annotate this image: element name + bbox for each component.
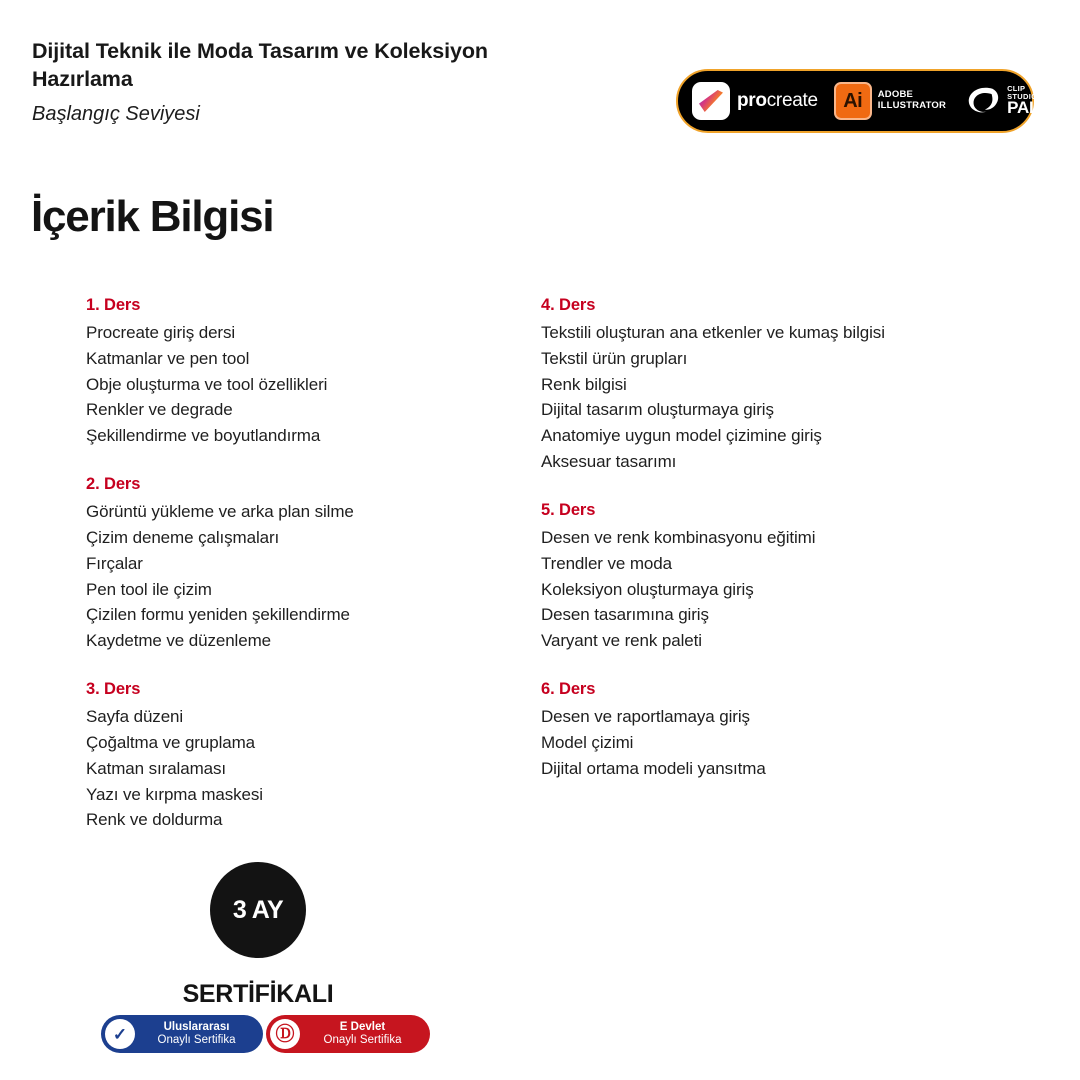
curriculum-column-right [541,296,996,833]
clip-studio-paint-logo [964,84,1056,118]
lesson-item: Procreate giriş dersi [86,323,236,342]
e-devlet-icon: Ⓓ [270,1019,300,1049]
lesson-title: 3. Ders [86,680,141,699]
curriculum-columns [86,296,1046,833]
lesson-item: Koleksiyon oluşturmaya giriş [541,579,754,599]
lesson-item: Katman sıralaması [86,758,227,778]
lesson-title: 4. Ders [541,296,596,314]
procreate-logo [692,82,818,120]
software-logos-pill [676,69,1056,133]
clip-studio-icon [964,84,1002,118]
course-level: Başlangıç Seviyesi [32,103,200,126]
clip-studio-label-line2: PAINT [1007,98,1056,118]
lesson-item: Model çizimi [541,732,634,752]
seal-line2: Onaylı Sertifika [157,1034,236,1046]
seal-text [142,1021,251,1047]
procreate-word-light: create [766,90,818,111]
lesson-item: Dijital ortama modeli yansıtma [541,758,766,778]
procreate-word-bold: pro [737,90,767,111]
lesson-item: Çoğaltma ve gruplama [86,732,256,752]
lesson-item: Aksesuar tasarımı [541,452,677,472]
certificate-label: SERTİFİKALI [182,980,334,1008]
seal-international [101,1015,263,1053]
illustrator-mark-text: Ai [843,90,863,112]
lesson-title: 6. Ders [541,680,596,699]
lesson-item: Renkler ve degrade [86,400,233,420]
clip-studio-label [1007,85,1056,118]
lesson-title: 2. Ders [86,475,141,494]
lesson-item: Desen tasarımına giriş [541,605,709,625]
seal-text [307,1021,418,1047]
lesson-block [541,680,996,781]
lesson-item: Trendler ve moda [541,553,672,573]
page-title: İçerik Bilgisi [31,192,274,241]
lesson-title: 1. Ders [86,296,141,314]
lesson-item: Renk bilgisi [541,374,627,394]
seal-line1: E Devlet [339,1021,386,1034]
lesson-item: Obje oluşturma ve tool özellikleri [86,374,328,394]
illustrator-label [878,90,946,112]
procreate-wordmark [737,90,818,112]
lesson-item: Pen tool ile çizim [86,579,212,599]
lesson-item: Tekstili oluşturan ana etkenler ve kumaş bilgisi [541,323,885,342]
lesson-item: Varyant ve renk paleti [541,631,702,651]
lesson-item: Desen ve raportlamaya giriş [541,707,750,727]
course-title: Dijital Teknik ile Moda Tasarım ve Koleksiyon Hazırlama [32,39,488,91]
lesson-item: Desen ve renk kombinasyonu eğitimi [541,527,816,547]
clip-studio-label-line1: CLIP STUDIO [1007,83,1038,101]
certificate-seals [101,1015,430,1053]
lesson-block [86,680,541,833]
lesson-item: Anatomiye uygun model çizimine giriş [541,426,822,446]
lesson-item: Fırçalar [86,553,143,573]
adobe-illustrator-logo [834,82,946,120]
check-icon: ✓ [105,1019,135,1049]
lesson-item: Görüntü yükleme ve arka plan silme [86,502,354,522]
document-header [32,38,502,126]
lesson-item: Yazı ve kırpma maskesi [86,784,263,804]
illustrator-label-line1: ADOBE [877,89,914,101]
lesson-item: Tekstil ürün grupları [541,348,688,368]
illustrator-icon [834,82,872,120]
seal-line1: Uluslararası [163,1021,230,1034]
seal-e-devlet [266,1015,430,1053]
seal-line2: Onaylı Sertifika [323,1034,402,1046]
lesson-item: Şekillendirme ve boyutlandırma [86,426,321,446]
lesson-block [541,501,996,654]
lesson-item: Katmanlar ve pen tool [86,348,250,368]
lesson-title: 5. Ders [541,500,596,519]
lesson-item: Kaydetme ve düzenleme [86,631,272,651]
lesson-item: Renk ve doldurma [86,810,223,830]
duration-badge: 3 AY [210,862,306,958]
lesson-block [86,475,541,654]
lesson-item: Dijital tasarım oluşturmaya giriş [541,400,774,420]
lesson-block [541,296,996,475]
lesson-item: Çizim deneme çalışmaları [86,527,280,547]
lesson-item: Çizilen formu yeniden şekillendirme [86,605,350,625]
lesson-item: Sayfa düzeni [86,707,184,727]
lesson-block [86,296,541,449]
illustrator-label-line2: ILLUSTRATOR [877,100,947,111]
curriculum-column-left [86,296,541,833]
procreate-icon [692,82,730,120]
